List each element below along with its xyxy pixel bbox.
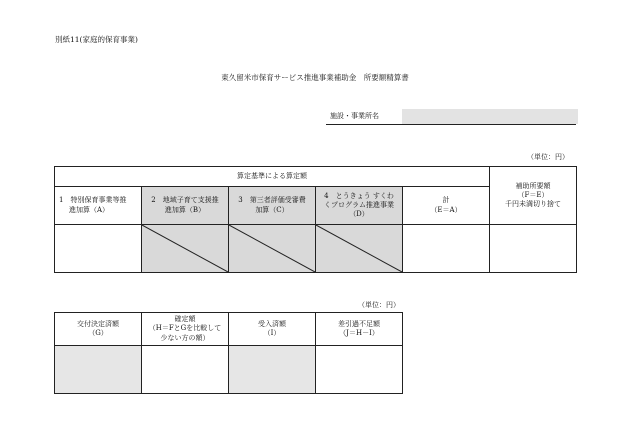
facility-name-label: 施設・事業所名 xyxy=(330,112,379,120)
cell-f-value[interactable] xyxy=(490,225,577,273)
header-a-line2: 進加算（A） xyxy=(69,205,110,214)
header-g-line2: （G） xyxy=(88,329,108,337)
header-a-line1: 1 特別保育事業等推 xyxy=(59,196,127,205)
header-h-line2: （H＝FとGを比較して xyxy=(148,324,222,333)
header-third-party-eval xyxy=(229,187,316,225)
cell-c-value-disabled xyxy=(229,225,316,273)
diagonal-strike xyxy=(229,225,315,272)
header-d-line2: くプログラム推進事業 xyxy=(324,200,394,209)
form-reference: 別紙11(家庭的保育事業) xyxy=(55,35,138,44)
cell-i-value[interactable] xyxy=(229,346,316,394)
header-confirmed-amount xyxy=(142,313,229,346)
header-received-amount xyxy=(229,313,316,346)
header-f-line3: 千円未満切り捨て xyxy=(505,200,561,209)
header-subsidy-required xyxy=(490,167,577,225)
header-c-line2: 加算（C） xyxy=(255,205,289,214)
cell-a-value[interactable] xyxy=(55,225,142,273)
header-h-line3: 少ない方の額） xyxy=(160,333,210,342)
header-f-line1: 補助所要額 xyxy=(515,181,551,190)
header-f-line2: （F＝E） xyxy=(517,190,549,199)
header-i-line1: 受入済額 xyxy=(258,319,286,328)
cell-g-value[interactable] xyxy=(55,346,142,394)
diagonal-strike xyxy=(142,225,228,272)
header-total xyxy=(403,187,490,225)
header-c-line1: 3 第三者評価受審費 xyxy=(238,196,306,205)
cell-j-value[interactable] xyxy=(316,346,403,394)
header-j-line2: （J＝H－I） xyxy=(339,329,379,337)
cell-b-value-disabled xyxy=(142,225,229,273)
settlement-table xyxy=(54,312,403,394)
header-b-line1: 2 地域子育て支援推 xyxy=(151,196,219,205)
header-j-line1: 差引過不足額 xyxy=(338,319,380,328)
header-special-childcare xyxy=(55,187,142,225)
unit-label-main: （単位：円） xyxy=(527,153,569,161)
cell-d-value-disabled xyxy=(316,225,403,273)
header-balance xyxy=(316,313,403,346)
facility-underline xyxy=(326,124,576,125)
header-d-line3: （D） xyxy=(349,210,369,219)
facility-name-input[interactable] xyxy=(402,109,578,124)
header-e-line2: （E＝A） xyxy=(430,205,462,214)
header-b-line2: 進加算（B） xyxy=(164,205,206,214)
diagonal-strike xyxy=(316,225,402,272)
cell-e-value[interactable] xyxy=(403,225,490,273)
header-sukuwaku-program xyxy=(316,187,403,225)
header-grant-decided xyxy=(55,313,142,346)
calculation-table xyxy=(54,166,577,273)
header-h-line1: 確定額 xyxy=(174,315,196,324)
cell-h-value[interactable] xyxy=(142,346,229,394)
header-community-support xyxy=(142,187,229,225)
group-header: 算定基準による算定額 xyxy=(55,167,490,187)
header-i-line2: （I） xyxy=(263,329,281,337)
header-d-line1: 4 とうきょう すくわ xyxy=(324,191,394,200)
unit-label-result: （単位：円） xyxy=(358,301,400,309)
header-g-line1: 交付決定済額 xyxy=(77,319,119,328)
header-e-line1: 計 xyxy=(442,196,450,205)
document-title: 東久留米市保育サービス推進事業補助金 所要額精算書 xyxy=(221,73,409,82)
